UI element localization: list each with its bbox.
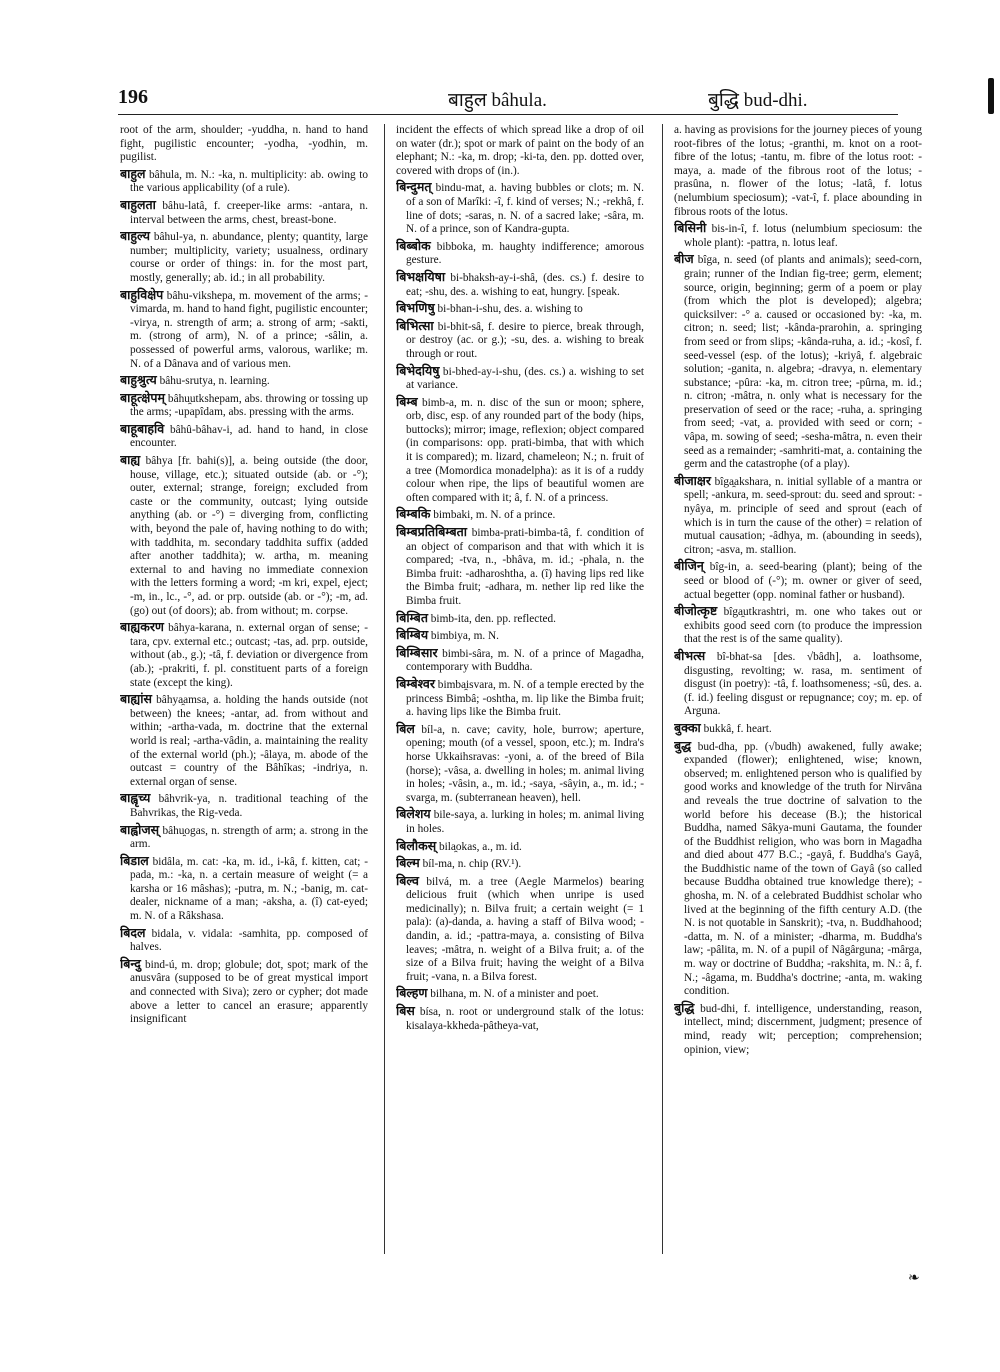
dictionary-entry — [120, 168, 368, 196]
entry-definition: bî-bhat-sa [des. √bâdh], a. loathsome, disgusting, revolting; w. rasa, m. sentiment of disgust (in poetry): -tâ, f. loathsomeness; -sû, des. a. (f. id.) feeling disgust or repugnance; coy; m. ep. of Arguna. — [684, 650, 922, 718]
entry-definition: bâhvrik-ya, n. traditional teaching of the Bahvrikas, the Rig-veda. — [130, 793, 368, 819]
dictionary-entry — [396, 808, 644, 836]
entry-headword: बाह्यकरण — [120, 620, 164, 635]
entry-definition: bindu-mat, a. having bubbles or clots; m. N. of a son of Marîki: -î, f. kind of verses; N.; -rekhâ, f. line of dots; -saras, n. N. of a sacred lake; -sâra, m. N. of a prince, son of Kandra-gupta. — [406, 182, 644, 236]
dictionary-entry — [396, 526, 644, 609]
entry-definition: bilhana, m. N. of a minister and poet. — [430, 988, 599, 1001]
entry-definition: bud-dha, pp. (√budh) awakened, fully awake; expanded (flower); enlightened, wise; known, observed; m. enlightened person who is qualified by good works and knowledge of the truth for Nirvâna and reveals the true doctrine of salvation to the world before his decease (B.); the historical Buddha, named Sâkya-muni Gautama, the founder of the Buddhist religion, who was born in Magadha and died about 477 B.C.; -gayâ, f. Buddha's Gayâ, the Buddhistic name of the town of Gayâ (so called because Buddha obtained true knowledge there); -ghosha, m. N. of a celebrated Buddhist scholar who lived at the beginning of the fifth century A.D. (the N. is not quotable in Sanskrit); -tva, n. Buddhahood; -datta, m. N. of a minister; -dharma, m. Buddha's law; -pâlita, m. N. of a pupil of Nâgârguna; -mârga, m. way or doctrine of Buddha; -rakshita, m. N.: â, f. N.; -âgama, m. Buddha's doctrine; -anta, m. waking condition. — [684, 740, 922, 998]
dictionary-entry — [396, 647, 644, 675]
dictionary-entry — [396, 396, 644, 506]
entry-headword: बाह्वृच्य — [120, 791, 151, 806]
dictionary-entry — [120, 374, 368, 389]
dictionary-entry — [674, 650, 922, 719]
dictionary-entry — [674, 253, 922, 472]
entry-headword: बाह्वोजस् — [120, 822, 160, 837]
entry-definition: bâhya [fr. bahi(s)], a. being outside (the door, house, village, etc.); situated outside (ab. or -°); outer, external; strange, foreign; excluded from caste or the community, outcast; lying outside anything (ab. or -°) = diverging from, conflicting with, beyond the pale of, having nothing to do with; with taddhita, m. secondary taddhita suffix (added after another taddhita); w. artha, m. meaning external to and having no immediate connexion with the letters forming a word; -m kri, expel, eject; -m, in., lc., -°, ad. or prp. outside (ab. or -°); -m, ad. (go) out (of doors); ab. from without; m. corpse. — [130, 455, 368, 617]
entry-headword: बिल — [396, 721, 415, 736]
dictionary-entry — [396, 629, 644, 644]
dictionary-entry — [396, 365, 644, 393]
entry-headword: बाहूत्क्षेपम् — [120, 390, 165, 405]
dictionary-entry — [674, 222, 922, 250]
entry-headword: बिभेदयिषु — [396, 363, 440, 378]
entry-definition: bâhya-karana, n. external organ of sense; -tara, cpv. external etc.; outcast; -tas, ad. prp. outside, without (ab., g.); -tâ, f. deviation or divergence from (ab.); -prakriti, f. pl. constituent parts of a foreign state (except the king). — [130, 622, 368, 689]
entry-headword: बीज — [674, 252, 694, 267]
entry-definition: bimba-prati-bimba-tâ, f. condition of an object of comparison and that with which it is compared; -tva, n., -bhâva, m. id.; -phala, n. the Bimba fruit: -adharoshtha, a. (î) having lips red like the Bimba fruit; -adhara, m. nether lip red like the Bimba fruit. — [406, 527, 644, 607]
entry-headword: बिम्बप्रतिबिम्बता — [396, 525, 467, 540]
entry-definition: bîga̯akshara, n. initial syllable of a mantra or spell; -ankura, m. seed-sprout: du. seed and sprout: -nyâya, m. principle of seed and sprout (each of which is in turn the cause of the other) = relation of mutual causation; -âdhya, m. (abounding in seeds), citron; -asva, m. stallion. — [684, 475, 922, 556]
entry-definition: a. having as provisions for the journey pieces of young root-fibres of the lotus; -granthi, m. knot on a root-fibre of the lotus; -tantu, m. fibre of the lotus root: -maya, a. made of the fibrous root of the lotus; -prasûna, n. flower of the lotus; -latâ, f. lotus (nelumbium speciosum); -vat-î, f. place abounding in fibrous roots of the lotus. — [674, 124, 922, 218]
entry-headword: बिसिनी — [674, 221, 707, 236]
dictionary-entry — [674, 560, 922, 602]
entry-definition: bâhu̯ogas, n. strength of arm; a. strong in the arm. — [130, 824, 368, 851]
entry-definition: bi-bhit-sâ, f. desire to pierce, break through, or destroy (ac. or g.); -su, des. a. wishing to break through or rout. — [406, 320, 644, 360]
entry-definition: bâhu-latâ, f. creeper-like arms: -antara, n. interval between the arms, chest, breast-bone. — [130, 199, 368, 226]
entry-headword: बिभित्सा — [396, 318, 434, 333]
entry-headword: बीजिन् — [674, 559, 704, 574]
right-running-headword: बुद्धि bud-dhi. — [708, 90, 808, 111]
entry-headword: बिभणिषु — [396, 301, 435, 316]
entry-definition: bâhula, m. N.: -ka, n. multiplicity: ab. owing to the various applicability (of a rule). — [130, 168, 368, 195]
entry-definition: bimbiya, m. N. — [430, 630, 499, 643]
entry-definition: bâhû-bâhav-i, ad. hand to hand, in close encounter. — [130, 423, 368, 450]
entry-definition: bimb-a, m. n. disc of the sun or moon; sphere, orb, disc, esp. of any rounded part of the body (hips, buttocks); mirror; image, reflexion; object compared (in comparisons: opp. prati-bimba, that with which it is compared); m. lizard, chameleon; N.; n. fruit of a tree (Momordica monadelpha): as it is of a ruddy colour when ripe, the lips of beautiful women are often compared with it; â, f. N. of a princess. — [406, 396, 644, 504]
entry-headword: बाह्यांस — [120, 692, 152, 707]
entry-definition: bi-bhed-ay-i-shu, (des. cs.) a. wishing to set at variance. — [406, 365, 644, 392]
entry-headword: बाहुश्रुत्य — [120, 373, 157, 388]
entry-definition: bíl-ma, n. chip (RV.¹). — [422, 858, 522, 871]
entry-definition: bîga, n. seed (of plants and animals); seed-corn, grain; runner of the Indian fig-tree; germ, element; source, origin, beginning; germ of a poem or play (from which the plot is developed); algebra; quicksilver: -° a. caused or occasioned by: -ka, m. citron; n. seed; list; -kânda-prarohin, a. springing from seed or from slips; -kânda-ruha, a. id.; -kosî, f. seed-vessel (esp. of the lotus); -kriyâ, f. algebraic solution; -ganita, n. algebra; -dravya, n. elementary substance; -pûra: -ka, m. citron tree; -pûrna, m. id.; n. citron; -mâtra, n. only what is necessary for the preservation of seed or the race; -ruha, a. springing from seed; -vat, a. provided with seed or corn; -vâpa, m. sowing of seed; -sesha-mâtra, n. even their seed as a remainder; -samhriti-mat, a. containing the germ and the catastrophe (of a play). — [684, 254, 922, 471]
header-rule — [118, 114, 898, 115]
column-3 — [674, 124, 922, 1304]
entry-definition: bîga̯utkrashtri, m. one who takes out or exhibits good seed corn (to produce the impression that the rest is of the same quality). — [684, 606, 922, 646]
dictionary-entry — [120, 621, 368, 690]
dictionary-entry — [396, 240, 644, 268]
dictionary-entry — [396, 840, 644, 855]
dictionary-entry — [120, 855, 368, 924]
column-2 — [396, 124, 644, 1304]
dictionary-entry — [396, 857, 644, 872]
entry-headword: बिदल — [120, 925, 146, 940]
dictionary-entry — [674, 124, 922, 219]
entry-headword: बाहुल — [120, 166, 146, 181]
entry-headword: बाहुल्य — [120, 229, 150, 244]
entry-definition: bind-ú, m. drop; globule; dot, spot; mark of the anusvâra (supposed to be of great mystical import and connected with Siva); zero or cypher; dot made above a letter to cancel an erasure; apparently insignificant — [130, 958, 368, 1026]
entry-headword: बिम्बित — [396, 610, 428, 625]
entry-definition: bâhu̯utkshepam, abs. throwing or tossing up the arms; -upapîdam, abs. pressing with the arms. — [130, 392, 368, 419]
entry-headword: बिलौकस् — [396, 838, 437, 853]
entry-definition: bimba̯isvara, m. N. of a temple erected by the princess Bimbâ; -oshtha, m. lip like the Bimba fruit; a. having lips like the Bimba fruit. — [406, 678, 644, 719]
entry-headword: बिम्बिय — [396, 628, 429, 643]
entry-headword: बिस — [396, 1004, 415, 1019]
column-1 — [120, 124, 368, 1304]
left-running-headword: बाहुल bâhula. — [448, 90, 547, 111]
entry-headword: बिल्म — [396, 856, 420, 871]
footer-ornament: ❧ — [908, 1270, 920, 1286]
dictionary-entry — [120, 423, 368, 451]
dictionary-entry — [396, 1005, 644, 1033]
dictionary-entry — [674, 475, 922, 558]
entry-definition: root of the arm, shoulder; -yuddha, n. hand to hand fight, pugilistic encounter; -yodha, -yodhin, m. pugilist. — [120, 124, 368, 164]
dictionary-entry — [120, 124, 368, 165]
entry-headword: बिम्बेश्वर — [396, 676, 435, 691]
dictionary-entry — [120, 958, 368, 1027]
entry-definition: bi-bhan-i-shu, des. a. wishing to — [437, 303, 583, 316]
dictionary-entry — [396, 181, 644, 236]
dictionary-entry — [396, 678, 644, 720]
dictionary-entry — [120, 927, 368, 955]
entry-definition: bâhu-vikshepa, m. movement of the arms; -vimarda, m. hand to hand fight, pugilistic encounter; -virya, n. strength of arm; a. strong of arm; -sakti, m. (strong of arm), N. of a prince; -sâlin, a. possessed of powerful arms, valorous, warlike; m. N. of a Dânava and of various men. — [130, 289, 368, 370]
dictionary-entry — [120, 289, 368, 372]
entry-headword: बुक्का — [674, 720, 701, 735]
page-header — [118, 84, 898, 114]
dictionary-entry — [674, 1002, 922, 1057]
dictionary-entry — [396, 302, 644, 317]
dictionary-entry — [120, 230, 368, 285]
dictionary-entry — [396, 723, 644, 806]
entry-headword: बिन्दुमत् — [396, 180, 432, 195]
dictionary-entry — [396, 271, 644, 299]
page-number: 196 — [118, 86, 148, 108]
dictionary-entry — [120, 792, 368, 820]
entry-headword: बिल्हण — [396, 986, 428, 1001]
entry-definition: bimb-ita, den. pp. reflected. — [430, 612, 556, 625]
entry-headword: बिन्दु — [120, 956, 141, 971]
entry-definition: bi-bhaksh-ay-i-shâ, (des. cs.) f. desire to eat; -shu, des. a. wishing to eat, hungry. [speak. — [406, 271, 644, 298]
entry-headword: बिडाल — [120, 853, 149, 868]
dictionary-entry — [396, 320, 644, 362]
dictionary-entry — [120, 199, 368, 227]
dictionary-entry — [396, 612, 644, 627]
entry-definition: bilvá, m. a tree (Aegle Marmelos) bearing delicious fruit (which when unripe is used medicinally); n. Bilva fruit; a certain weight (= 1 pala): (a)-danda, a. having a staff of Bilva wood; -dandin, a. id.; -pattra-maya, a. consisting of Bilva leaves; -mâtra, n. weight of a Bilva fruit; a. of the size of a Bilva fruit; having the weight of a Bilva fruit; -vana, n. a Bilva forest. — [406, 875, 644, 983]
entry-definition: bâhul-ya, n. abundance, plenty; quantity, large number; multiplicity, variety; usualness, ordinary course or order of things: in. for the most part, mostly, generally; ab. id.; in all probability. — [130, 231, 368, 284]
dictionary-entry — [396, 875, 644, 985]
entry-headword: बिम्बकि — [396, 507, 431, 522]
entry-definition: bísa, n. root or underground stalk of the lotus: kisalaya-kkheda-pâtheya-vat, — [406, 1006, 644, 1032]
entry-definition: bile-saya, a. lurking in holes; m. animal living in holes. — [406, 809, 644, 835]
entry-definition: incident the effects of which spread like a drop of oil on water (dr.); spot or mark of paint on the body of an elephant; N.: -ka, m. drop; -ki-ta, den. pp. dotted over, covered with drops of (in.). — [396, 124, 644, 177]
entry-headword: बिम्बिसार — [396, 645, 438, 660]
entry-headword: बिभक्षयिषा — [396, 269, 446, 284]
entry-definition: bidâla, m. cat: -ka, m. id., i-kâ, f. kitten, cat; -pada, m.: -ka, n. a certain measure of weight (= a karsha or 16 mâshas); -putra, m. N.; -banig, m. cat-dealer, nickname of a man; -aksha, a. (î) cat-eyed; m. N. of a Râkshasa. — [130, 855, 368, 923]
entry-definition: bîg-in, a. seed-bearing (plant); being of the seed or blood of (-°); m. owner or giver of seed, actual begetter (opp. nominal father or husband). — [684, 561, 922, 601]
dictionary-entry — [674, 605, 922, 647]
dictionary-entry — [120, 824, 368, 852]
entry-headword: बिब्बोक — [396, 238, 431, 253]
edge-mark — [988, 78, 994, 114]
dictionary-entry — [396, 987, 644, 1002]
entry-headword: बीजाक्षर — [674, 473, 711, 488]
entry-definition: bila̯okas, a., m. id. — [438, 840, 522, 853]
dictionary-entry — [674, 740, 922, 999]
entry-headword: बिम्ब — [396, 394, 418, 409]
entry-headword: बाहूबाहवि — [120, 421, 165, 436]
entry-definition: bibboka, m. haughty indifference; amorous gesture. — [406, 240, 644, 267]
entry-headword: बाहुविक्षेप — [120, 287, 164, 302]
column-divider — [384, 124, 385, 1254]
entry-definition: bukkâ, f. heart. — [703, 722, 772, 735]
dictionary-entry — [674, 722, 922, 737]
entry-headword: बिलेशय — [396, 807, 431, 822]
dictionary-entry — [120, 392, 368, 420]
entry-definition: bíl-a, n. cave; cavity, hole, burrow; aperture, opening; mouth (of a vessel, spoon, etc.); m. Indra's horse Ukkaihsravas: -yoni, a. of the breed of Bila (horse); -vâsa, a. dwelling in holes; m. animal living in holes; -vâsin, a., m. id.; -saya, -sâyin, a., m. id.; -svarga, m. (subterranean heaven), hell. — [406, 723, 644, 804]
dictionary-entry — [120, 454, 368, 618]
entry-headword: बाह्य — [120, 453, 141, 468]
entry-definition: bâhya̯amsa, a. holding the hands outside (not between) the knees; -antar, ad. from without and within; -artha-vada, m. doctrine that the external world is real; -artha-vâdin, a. maintaining the reality of the external world (ph.); -âlaya, m. abode of the outcast = country of the Bâhîkas; -indriya, n. external organ of sense. — [130, 694, 368, 788]
entry-headword: बुद्ध — [674, 738, 692, 753]
entry-headword: बिल्व — [396, 873, 419, 888]
dictionary-entry — [396, 508, 644, 523]
entry-headword: बीभत्स — [674, 648, 706, 663]
entry-definition: bud-dhi, f. intelligence, understanding, reason, intellect, mind; discernment, judgment; presence of mind, ready wit; perception; comprehension; opinion, view; — [684, 1002, 922, 1056]
dictionary-entry — [396, 124, 644, 178]
entry-headword: बाहुलता — [120, 197, 156, 212]
dictionary-entry — [120, 693, 368, 789]
entry-definition: bis-in-î, f. lotus (nelumbium speciosum: the whole plant): -pattra, n. lotus leaf. — [684, 223, 922, 249]
entry-headword: बुद्धि — [674, 1000, 695, 1015]
entry-definition: bimbi-sâra, m. N. of a prince of Magadha, contemporary with Buddha. — [406, 647, 644, 674]
entry-definition: bimbaki, m. N. of a prince. — [433, 509, 556, 522]
entry-definition: bâhu-srutya, n. learning. — [159, 375, 270, 388]
entry-definition: bidala, v. vidala: -samhita, pp. composed of halves. — [130, 927, 368, 954]
entry-headword: बीजोत्कृष्ट — [674, 604, 718, 619]
column-divider — [662, 124, 663, 1254]
